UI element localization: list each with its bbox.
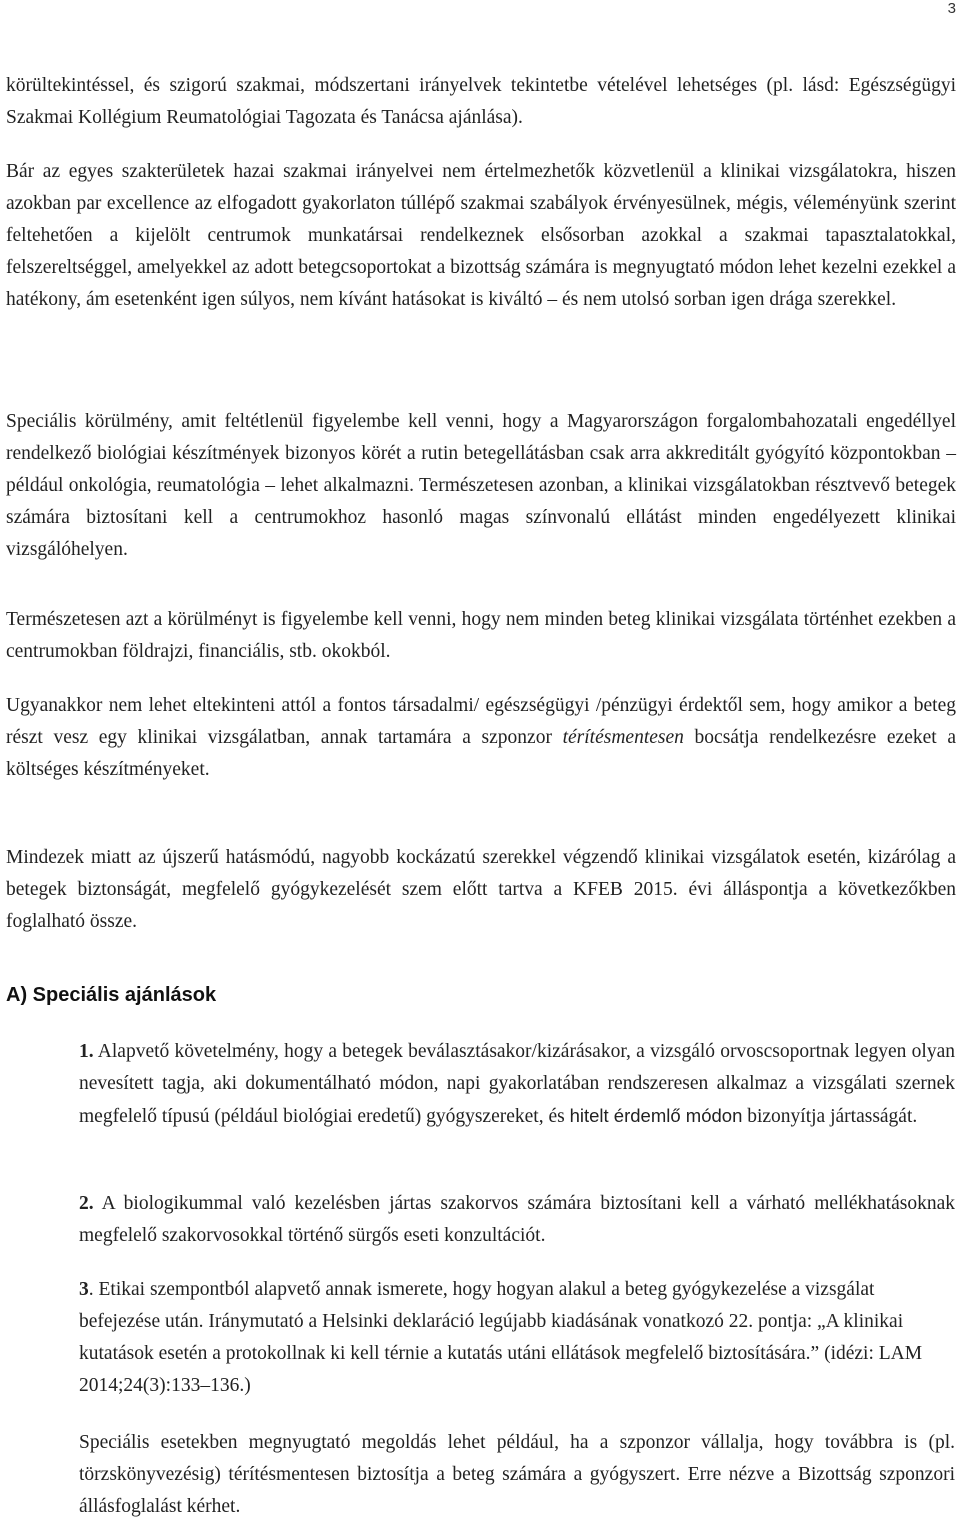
item-text-highlight: hitelt érdemlő módon xyxy=(569,1105,743,1126)
page-number: 3 xyxy=(947,0,956,17)
paragraph-text: bocsátja rendelkezésre ezeket a költséges készítményeket. xyxy=(6,727,956,780)
paragraph-not-all-patients: Természetesen azt a körülményt is figyelembe kell venni, hogy nem minden beteg klinikai vizsgálata történhet ezekben a centrumokban földrajzi, financiális, stb. okokból. xyxy=(6,609,956,662)
paragraph-guidelines: Bár az egyes szakterületek hazai szakmai irányelvei nem értelmezhetők közvetlenül a klinikai vizsgálatokra, hiszen azokban par excellence az elfogadott gyakorlaton túllépő szakmai szabályok érvényesülnek, mégis, véleményünk szerint feltehetően a kijelölt centrumok munkatársai rendelkeznek elsősorban azokkal a szakmai tapasztalatokkal, felszereltséggel, amelyekkel az adott betegcsoportokat a bizottság számára is megnyugtató módon lehet kezelni ezekkel a hatékony, ám esetenként igen súlyos, nem kívánt hatásokat is kiváltó – és nem utolsó sorban igen drága szerekkel. xyxy=(6,161,956,310)
paragraph-free-of-charge xyxy=(6,690,956,786)
paragraph-intro: körültekintéssel, és szigorú szakmai, módszertani irányelvek tekintetbe vételével lehetséges (pl. lásd: Egészségügyi Szakmai Kollégium Reumatológiai Tagozata és Tanácsa ajánlása). xyxy=(6,75,956,128)
item-number: 2. xyxy=(79,1193,94,1214)
paragraph-text: Ugyanakkor nem lehet eltekinteni attól a fontos társadalmi/ egészségügyi /pénzügyi érdektől sem, hogy amikor a beteg részt vesz egy klinikai vizsgálatban, annak tartamára a szponzor xyxy=(6,695,956,748)
recommendation-item-3 xyxy=(79,1274,955,1402)
recommendation-item-1 xyxy=(79,1036,955,1133)
recommendation-item-2 xyxy=(79,1188,955,1252)
item-text: bizonyítja jártasságát. xyxy=(742,1106,918,1127)
item-text: . Etikai szempontból alapvető annak ismerete, hogy hogyan alakul a beteg gyógykezelése a vizsgálat befejezése után. Iránymutató a Helsinki deklaráció legújabb kiadásának vonatkozó 22. pontja: „A klinikai kutatások esetén a protokollnak ki kell térnie a kutatás utáni ellátások megfelelő biztosítására.” (idézi: LAM 2014;24(3):133–136.) xyxy=(79,1279,923,1396)
section-heading: A) Speciális ajánlások xyxy=(6,984,217,1006)
item-number: 3 xyxy=(79,1279,89,1300)
paragraph-kfeb-position: Mindezek miatt az újszerű hatásmódú, nagyobb kockázatú szerekkel végzendő klinikai vizsgálatok esetén, kizárólag a betegek biztonságát, megfelelő gyógykezelését szem előtt tartva a KFEB 2015. évi álláspontja a következőkben foglalható össze. xyxy=(6,847,956,932)
item-text: Alapvető követelmény, hogy a betegek beválasztásakor/kizárásakor, a vizsgáló orvoscsoportnak legyen olyan nevesített tagja, aki dokumentálható módon, napi gyakorlatában rendszeresen alkalmaz a vizsgálati szernek megfelelő típusú (például biológiai eredetű) gyógyszereket, és xyxy=(79,1041,955,1127)
emphasized-term: térítésmentesen xyxy=(562,727,684,748)
item-text: A biologikummal való kezelésben jártas szakorvos számára biztosítani kell a várható mellékhatásoknak megfelelő szakorvosokkal történő sürgős eseti konzultációt. xyxy=(79,1193,955,1246)
paragraph-special-circumstance: Speciális körülmény, amit feltétlenül figyelembe kell venni, hogy a Magyarországon forgalombahozatali engedéllyel rendelkező biológiai készítmények bizonyos körét a rutin betegellátásban csak arra akkreditált gyógyító központokban – például onkológia, reumatológia – lehet alkalmazni. Természetesen azonban, a klinikai vizsgálatokban résztvevő betegek számára biztosítani kell a centrumokhoz hasonló magas színvonalú ellátást minden engedélyezett klinikai vizsgálóhelyen. xyxy=(6,411,956,560)
item-number: 1. xyxy=(79,1041,94,1062)
paragraph-special-cases: Speciális esetekben megnyugtató megoldás lehet például, ha a szponzor vállalja, hogy továbbra is (pl. törzskönyvezésig) térítésmentesen biztosítja a beteg számára a gyógyszert. Erre nézve a Bizottság szponzori állásfoglalást kérhet. xyxy=(79,1432,955,1517)
